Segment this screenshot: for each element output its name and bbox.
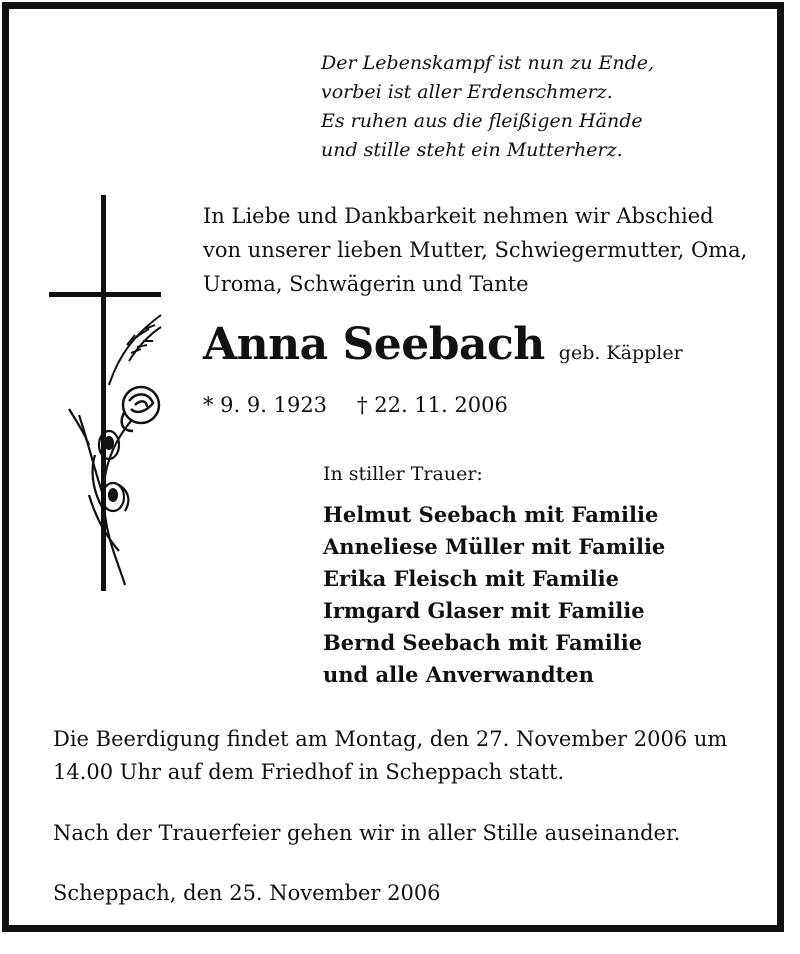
mourner-item: Irmgard Glaser mit Familie bbox=[323, 598, 645, 623]
mourners-list bbox=[323, 499, 665, 691]
deceased-name: Anna Seebach bbox=[203, 319, 545, 370]
intro-text bbox=[203, 199, 747, 301]
poem-line: Der Lebenskampf ist nun zu Ende, bbox=[321, 52, 655, 74]
funeral-notice bbox=[53, 723, 727, 789]
maiden-name: geb. Käppler bbox=[558, 342, 683, 364]
mourner-item: Bernd Seebach mit Familie bbox=[323, 630, 643, 655]
mourner-item: Erika Fleisch mit Familie bbox=[323, 566, 620, 591]
poem-line: und stille steht ein Mutterherz. bbox=[321, 139, 623, 161]
poem-line: vorbei ist aller Erdenschmerz. bbox=[321, 81, 613, 103]
after-ceremony-note: Nach der Trauerfeier gehen wir in aller Stille auseinander. bbox=[53, 821, 681, 845]
mourner-item: Helmut Seebach mit Familie bbox=[323, 502, 659, 527]
funeral-line: Die Beerdigung findet am Montag, den 27. November 2006 um bbox=[53, 727, 728, 751]
death-date: † 22. 11. 2006 bbox=[357, 393, 508, 417]
mourner-item: und alle Anverwandten bbox=[323, 662, 594, 687]
intro-line: von unserer lieben Mutter, Schwiegermutter, Oma, bbox=[203, 238, 748, 262]
funeral-line: 14.00 Uhr auf dem Friedhof in Scheppach statt. bbox=[53, 760, 565, 784]
poem bbox=[321, 49, 654, 165]
birth-date: * 9. 9. 1923 bbox=[203, 393, 328, 417]
intro-line: In Liebe und Dankbarkeit nehmen wir Abschied bbox=[203, 204, 714, 228]
intro-line: Uroma, Schwägerin und Tante bbox=[203, 272, 529, 296]
mourners-heading: In stiller Trauer: bbox=[323, 463, 483, 485]
life-dates bbox=[203, 393, 508, 417]
deceased-name-row bbox=[203, 319, 683, 370]
obituary-frame bbox=[2, 2, 784, 932]
cross-with-rose-icon bbox=[49, 195, 169, 595]
poem-line: Es ruhen aus die fleißigen Hände bbox=[321, 110, 643, 132]
place-and-date: Scheppach, den 25. November 2006 bbox=[53, 881, 441, 905]
mourner-item: Anneliese Müller mit Familie bbox=[323, 534, 666, 559]
